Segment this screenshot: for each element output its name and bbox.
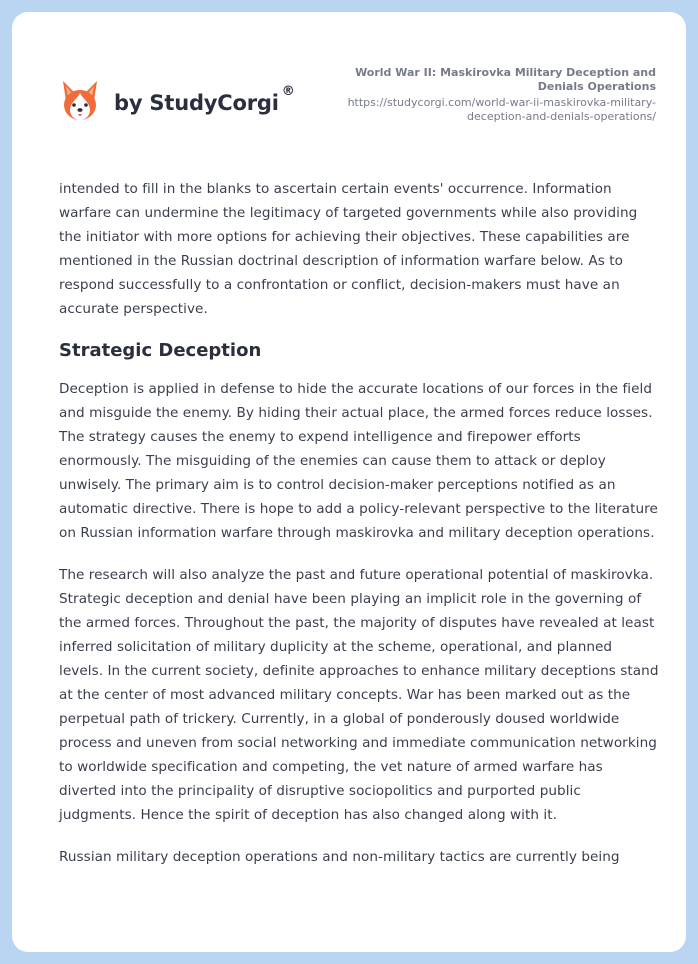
studycorgi-logo[interactable] bbox=[60, 76, 320, 126]
body-paragraph: Deception is applied in defense to hide the accurate locations of our forces in the field and misguide the enemy. By hiding their actual place, the armed forces reduce losses. The strategy causes the enemy to expend intelligence and firepower efforts enormously. The misguiding of the enemies can cause them to attack or deploy unwisely. The primary aim is to control decision-maker perceptions notified as an automatic directive. There is hope to add a policy-relevant perspective to the literature on Russian information warfare through maskirovka and military deception operations. bbox=[59, 381, 658, 541]
document-title: World War II: Maskirovka Military Deception and Denials Operations bbox=[355, 66, 656, 93]
brand-name: by StudyCorgi bbox=[114, 91, 279, 115]
registered-mark: ® bbox=[281, 83, 295, 99]
page-header bbox=[12, 12, 686, 162]
body-paragraph: The research will also analyze the past and future operational potential of maskirovka. Strategic deception and denial have been playing an implicit role in the governing of the armed forces. Throughout the past, the majority of disputes have revealed at least inferred solicitation of military duplicity at the scheme, operational, and planned levels. In the current society, definite approaches to enhance military deceptions stand at the center of most advanced military concepts. War has been marked out as the perpetual path of trickery. Currently, in a global of ponderously doused worldwide process and uneven from social networking and immediate communication networking to worldwide specification and competing, the vet nature of armed warfare has diverted into the principality of disruptive sociopolitics and purported public judgments. Hence the spirit of deception has also changed along with it. bbox=[59, 567, 659, 823]
document-card bbox=[12, 12, 686, 952]
section-heading: Strategic Deception bbox=[59, 340, 262, 361]
article-body bbox=[59, 177, 659, 887]
body-paragraph: Russian military deception operations and non-military tactics are currently being bbox=[59, 849, 620, 865]
document-meta bbox=[316, 66, 656, 124]
corgi-head-icon bbox=[60, 79, 100, 123]
intro-paragraph: intended to fill in the blanks to ascertain certain events' occurrence. Information warfare can undermine the legitimacy of targeted governments while also providing the initiator with more options for achieving their objectives. These capabilities are mentioned in the Russian doctrinal description of information warfare below. As to respond successfully to a confrontation or conflict, decision-makers must have an accurate perspective. bbox=[59, 181, 638, 317]
document-url[interactable]: https://studycorgi.com/world-war-ii-maskirovka-military-deception-and-denials-operations/ bbox=[347, 96, 656, 123]
